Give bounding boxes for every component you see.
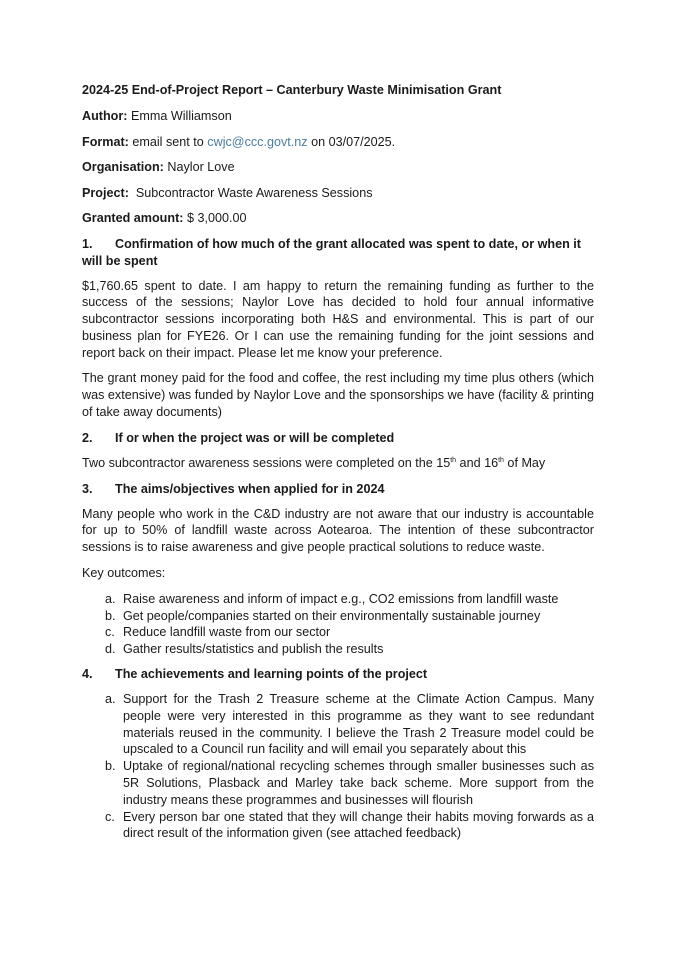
list-item-text: Uptake of regional/national recycling schemes through smaller businesses such as 5R Solutions, Plasback and Marley take back scheme. More support from the industry means these programmes and businesses will flourish	[123, 759, 594, 807]
section-2-heading	[82, 430, 594, 447]
document-title: 2024-25 End-of-Project Report – Canterbury Waste Minimisation Grant	[82, 83, 502, 97]
section-1-heading	[82, 236, 594, 270]
format-label: Format:	[82, 134, 129, 149]
organisation-label: Organisation:	[82, 160, 164, 174]
email-link[interactable]: cwjc@ccc.govt.nz	[207, 134, 308, 149]
list-item	[82, 591, 594, 608]
list-item	[82, 758, 594, 808]
list-item	[82, 809, 594, 843]
section-number: 1.	[82, 236, 93, 251]
list-item-text: Get people/companies started on their environmentally sustainable journey	[123, 608, 541, 623]
section-number: 2.	[82, 430, 93, 445]
ordinal-suffix: th	[450, 456, 457, 464]
list-item	[82, 608, 594, 625]
section-3-paragraph: Many people who work in the C&D industry are not aware that our industry is accountable for up to 50% of landfill waste across Aotearoa. The intention of these subcontractor sessions is to raise awareness and give people practical solutions to reduce waste.	[82, 506, 594, 555]
section-2-paragraph	[82, 455, 594, 472]
granted-amount-label: Granted amount:	[82, 211, 184, 225]
list-item-text: Raise awareness and inform of impact e.g., CO2 emissions from landfill waste	[123, 591, 559, 606]
list-marker: a.	[105, 591, 116, 606]
author-line	[82, 108, 594, 124]
section-3-heading	[82, 481, 594, 498]
section-heading-text: The achievements and learning points of the project	[115, 667, 428, 682]
format-line	[82, 134, 594, 150]
achievements-list	[82, 691, 594, 842]
section-heading-text: The aims/objectives when applied for in 2024	[115, 481, 385, 496]
section-number: 4.	[82, 667, 93, 682]
list-item-text: Gather results/statistics and publish the results	[123, 642, 384, 657]
ordinal-suffix: th	[498, 456, 504, 464]
list-item-text: Every person bar one stated that they will change their habits moving forwards as a direct result of the information given (see attached feedback)	[123, 809, 594, 841]
list-item	[82, 641, 594, 658]
list-item-text: Reduce landfill waste from our sector	[123, 625, 331, 640]
list-item	[82, 691, 594, 758]
section-1-paragraph: The grant money paid for the food and coffee, the rest including my time plus others (which was extensive) was funded by Naylor Love and the sponsorships we have (facility & printing of take away documents)	[82, 371, 594, 420]
section-1-paragraph: $1,760.65 spent to date. I am happy to return the remaining funding as further to the success of the sessions; Naylor Love has decided to hold four annual informative subcontractor sessions incorporating both H&S and environmental. This is part of our business plan for FYE26. Or I can use the remaining funding for the joint sessions and report back on their impact. Please let me know your preference.	[82, 278, 594, 360]
project-line	[82, 185, 594, 201]
text-fragment: of May	[503, 455, 546, 470]
section-heading-text: If or when the project was or will be completed	[115, 430, 395, 445]
project-value: Subcontractor Waste Awareness Sessions	[135, 185, 373, 200]
list-marker: c.	[105, 809, 115, 824]
list-marker: c.	[105, 625, 115, 640]
list-marker: a.	[105, 692, 116, 707]
granted-amount-line	[82, 210, 594, 226]
text-fragment: and 16	[456, 455, 499, 470]
project-label: Project:	[82, 185, 129, 200]
key-outcomes-list	[82, 591, 594, 658]
format-suffix: on 03/07/2025.	[311, 134, 396, 149]
list-item	[82, 624, 594, 641]
key-outcomes-label: Key outcomes:	[82, 566, 166, 581]
text-fragment: Two subcontractor awareness sessions were completed on the 15	[82, 455, 451, 470]
section-heading-text: Confirmation of how much of the grant allocated was spent to date, or when it will be spent	[82, 236, 581, 268]
section-number: 3.	[82, 481, 93, 496]
organisation-line	[82, 159, 594, 175]
report-document	[82, 82, 594, 850]
list-marker: b.	[105, 608, 116, 623]
author-label: Author:	[82, 109, 128, 123]
organisation-value: Naylor Love	[167, 160, 235, 174]
list-marker: d.	[105, 642, 116, 657]
list-item-text: Support for the Trash 2 Treasure scheme at the Climate Action Campus. Many people were very interested in this programme as they want to see redundant materials reused in the community. I believe the Trash 2 Treasure model could be upscaled to a Council run facility and will email you separately about this	[123, 692, 594, 757]
list-marker: b.	[105, 759, 116, 774]
granted-amount-value: $ 3,000.00	[186, 211, 247, 225]
format-prefix: email sent to	[132, 134, 204, 149]
section-4-heading	[82, 666, 594, 683]
author-value: Emma Williamson	[130, 109, 232, 123]
